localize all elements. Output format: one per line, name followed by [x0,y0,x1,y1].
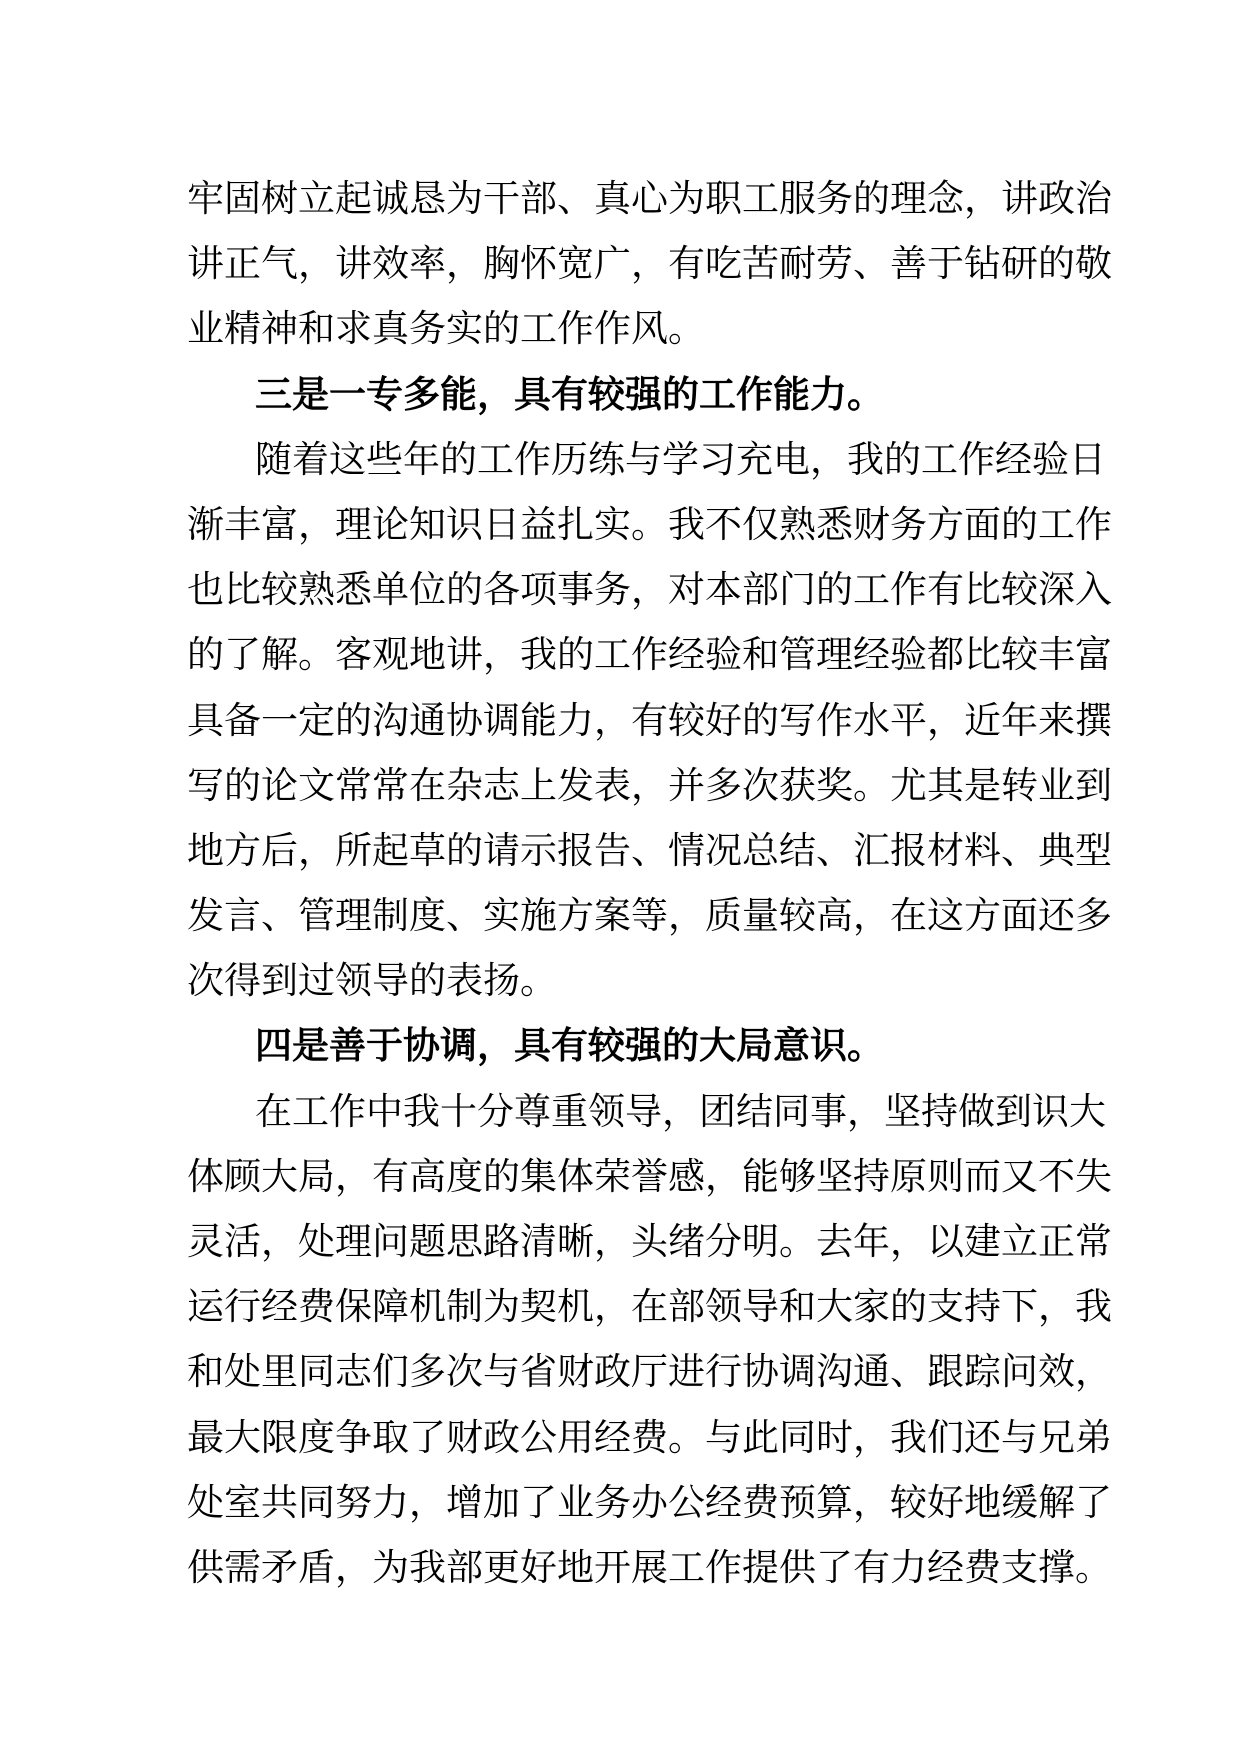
section-heading: 三是一专多能，具有较强的工作能力。 [255,372,884,416]
body-text-line: 供需矛盾，为我部更好地开展工作提供了有力经费支撑。 [187,1545,1112,1589]
body-text-line: 最大限度争取了财政公用经费。与此同时，我们还与兄弟 [187,1415,1112,1459]
body-text-line: 具备一定的沟通协调能力，有较好的写作水平，近年来撰 [187,698,1112,742]
body-text-line: 在工作中我十分尊重领导，团结同事，坚持做到识大 [255,1089,1106,1133]
body-text-line: 地方后，所起草的请示报告、情况总结、汇报材料、典型 [187,828,1112,872]
body-text-line: 发言、管理制度、实施方案等，质量较高，在这方面还多 [187,894,1112,938]
body-text-line: 牢固树立起诚恳为干部、真心为职工服务的理念，讲政治 [187,177,1112,220]
body-text-line: 讲正气，讲效率，胸怀宽广，有吃苦耐劳、善于钻研的敬 [187,242,1112,286]
body-text-line: 随着这些年的工作历练与学习充电，我的工作经验日 [255,437,1106,481]
body-text-line: 业精神和求真务实的工作作风。 [187,307,705,351]
body-text-line: 次得到过领导的表扬。 [187,959,557,1003]
body-text-line: 体顾大局，有高度的集体荣誉感，能够坚持原则而又不失 [187,1154,1112,1198]
section-heading: 四是善于协调，具有较强的大局意识。 [255,1024,884,1068]
body-text-line: 处室共同努力，增加了业务办公经费预算，较好地缓解了 [187,1480,1112,1524]
body-text-line: 的了解。客观地讲，我的工作经验和管理经验都比较丰富 [187,633,1112,677]
body-text-line: 运行经费保障机制为契机，在部领导和大家的支持下，我 [187,1285,1112,1329]
body-text-line: 渐丰富，理论知识日益扎实。我不仅熟悉财务方面的工作 [187,502,1112,546]
body-text-line: 和处里同志们多次与省财政厅进行协调沟通、跟踪问效， [187,1350,1112,1394]
body-text-line: 也比较熟悉单位的各项事务，对本部门的工作有比较深入 [187,568,1112,612]
body-text-line: 写的论文常常在杂志上发表，并多次获奖。尤其是转业到 [187,763,1112,807]
document-body [187,166,1112,1600]
body-text-line: 灵活，处理问题思路清晰，头绪分明。去年，以建立正常 [187,1220,1112,1263]
